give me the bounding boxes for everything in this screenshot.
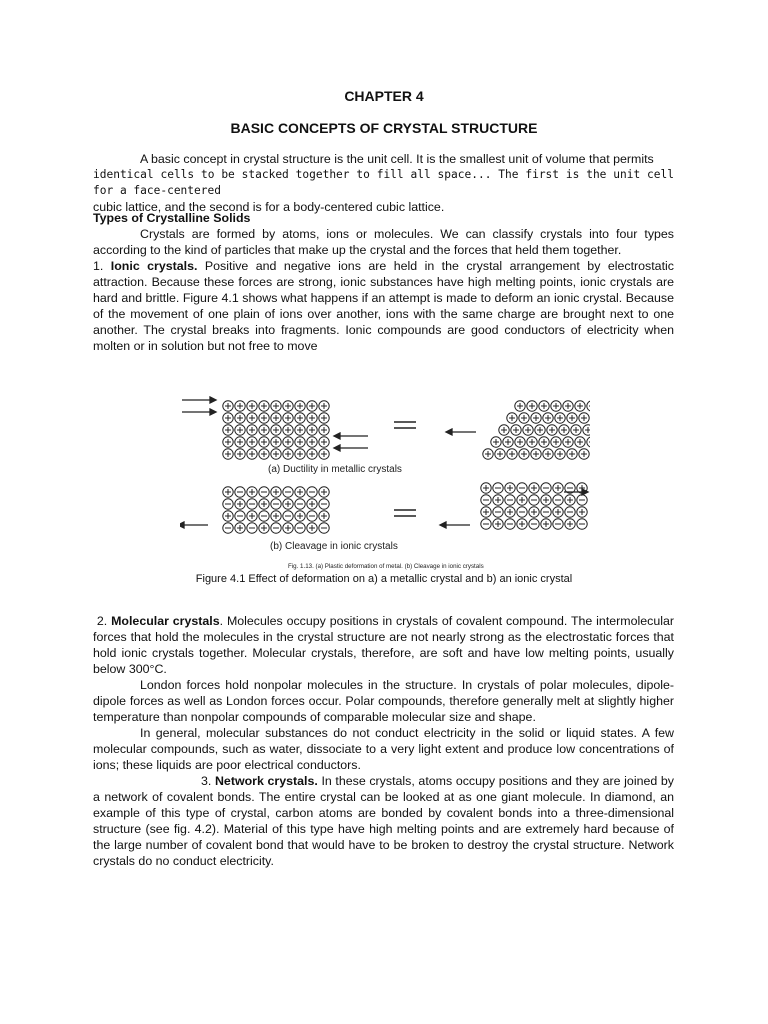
metallic-lattice-before: [223, 401, 329, 459]
figure-caption: Figure 4.1 Effect of deformation on a) a metallic crystal and b) an ionic crystal: [195, 573, 573, 585]
crystal-deformation-figure: [180, 388, 590, 574]
intro-line-1: A basic concept in crystal structure is the unit cell. It is the smallest unit of volume that permits: [140, 152, 654, 166]
ionic-lattice-after: [481, 483, 587, 529]
london-paragraph: London forces hold nonpolar molecules in the structure. In crystals of polar molecules, dipole-dipole forces as well as London forces occur. Polar compounds, therefore generally melt at slightly higher temperature than nonpolar compounds of comparable molecular size and shape.: [93, 678, 674, 725]
chapter-title: BASIC CONCEPTS OF CRYSTAL STRUCTURE: [230, 120, 538, 136]
chapter-heading: CHAPTER 4: [344, 88, 424, 104]
network-paragraph: [93, 773, 674, 870]
network-number: 3.: [201, 774, 212, 788]
network-text: In these crystals, atoms occupy positions and they are joined by a network of covalent bonds. The entire crystal can be looked at as one giant molecule. In diamond, an example of this type of crystal, carbon atoms are bonded by covalent bonds into a three-dimensional structure (see fig. 4.2). Material of this type have high melting points and are extremely hard because of the large number of covalent bond that would have to be broken to destroy the crystal structure. Network crystals do no conduct electricity.: [93, 774, 674, 869]
intro-line-2: identical cells to be stacked together to fill all space... The first is the unit cell for a face-centered: [93, 168, 674, 198]
general-paragraph: In general, molecular substances do not conduct electricity in the solid or liquid states. A few molecular compounds, such as water, dissociate to a very light extent and produce low concentrations of ions; these liquids are poor electrical conductors.: [93, 726, 674, 773]
molecular-number: 2.: [96, 614, 108, 628]
ionic-number: 1.: [93, 259, 104, 273]
figure-label-b: (b) Cleavage in ionic crystals: [270, 541, 398, 552]
metallic-lattice-after: [483, 401, 590, 459]
ionic-heading: Ionic crystals.: [110, 259, 198, 273]
intro-paragraph: [93, 151, 674, 215]
figure-inner-caption: Fig. 1.13. (a) Plastic deformation of metal. (b) Cleavage in ionic crystals: [288, 563, 484, 570]
intro-line-3: cubic lattice, and the second is for a body-centered cubic lattice.: [93, 200, 445, 215]
network-heading: Network crystals.: [214, 774, 318, 788]
ionic-paragraph: [93, 258, 674, 355]
molecular-paragraph: [93, 613, 674, 677]
types-paragraph: Crystals are formed by atoms, ions or molecules. We can classify crystals into four types according to the kind of particles that make up the crystal and the forces that held them together.: [93, 227, 674, 258]
figure-label-a: (a) Ductility in metallic crystals: [268, 464, 402, 475]
ionic-lattice-before: [223, 487, 329, 533]
section-heading-types: Types of Crystalline Solids: [93, 211, 251, 225]
molecular-text: . Molecules occupy positions in crystals of covalent compound. The intermolecular forces that hold the molecules in the crystal structure are not nearly strong as the electrostatic forces that hold ionic crystals together. Molecular crystals, therefore, are soft and have low melting points, usually below 300°C.: [93, 614, 674, 677]
figure-drawing: [180, 388, 590, 574]
ionic-text: Positive and negative ions are held in the crystal arrangement by electrostatic attraction. Because these forces are strong, ionic substances have high melting points, ionic crystals are hard and brittle. Figure 4.1 shows what happens if an attempt is made to deform an ionic crystal. Because of the movement of one plain of ions over another, ions with the same charge are brought next to one another. The crystal breaks into fragments. Ionic compounds are good conductors of electricity when molten or in solution but not free to move: [93, 259, 674, 354]
molecular-heading: Molecular crystals: [111, 614, 220, 628]
